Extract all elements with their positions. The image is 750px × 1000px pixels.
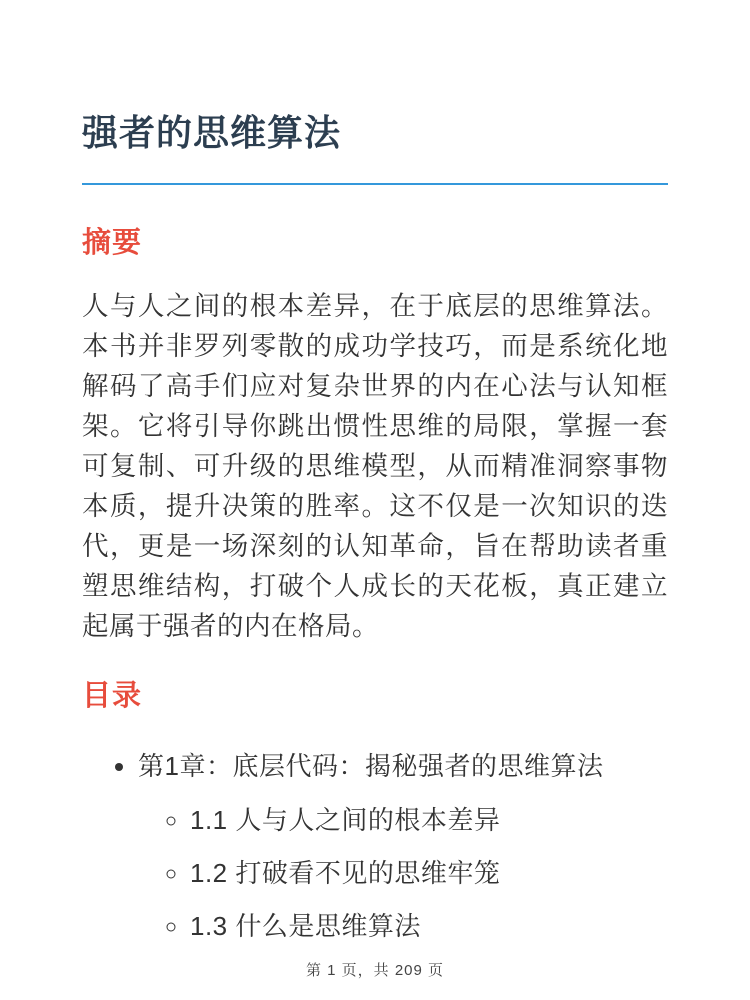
abstract-heading: 摘要 (82, 226, 143, 259)
toc-heading: 目录 (82, 680, 143, 713)
page-number-indicator: 第 1 页，共 209 页 (305, 962, 445, 980)
toc-section-item: ◦ 1.1 人与人之间的根本差异 (190, 800, 668, 840)
toc-sublist (138, 800, 668, 946)
document-title: 强者的思维算法 (82, 110, 668, 185)
toc-list (82, 746, 668, 946)
toc-section-item: ◦ 1.2 打破看不见的思维牢笼 (190, 853, 668, 893)
toc-chapter-item (138, 746, 668, 946)
toc-chapter-label: 第1章：底层代码：揭秘强者的思维算法 (138, 751, 604, 782)
toc-section-item: ◦ 1.3 什么是思维算法 (190, 906, 668, 946)
abstract-paragraph: 人与人之间的根本差异，在于底层的思维算法。本书并非罗列零散的成功学技巧，而是系统化地解码了高手们应对复杂世界的内在心法与认知框架。它将引导你跳出惯性思维的局限，掌握一套可复制、可升级的思维模型，从而精准洞察事物本质，提升决策的胜率。这不仅是一次知识的迭代，更是一场深刻的认知革命，旨在帮助读者重塑思维结构，打破个人成长的天花板，真正建立起属于强者的内在格局。 (82, 291, 668, 642)
